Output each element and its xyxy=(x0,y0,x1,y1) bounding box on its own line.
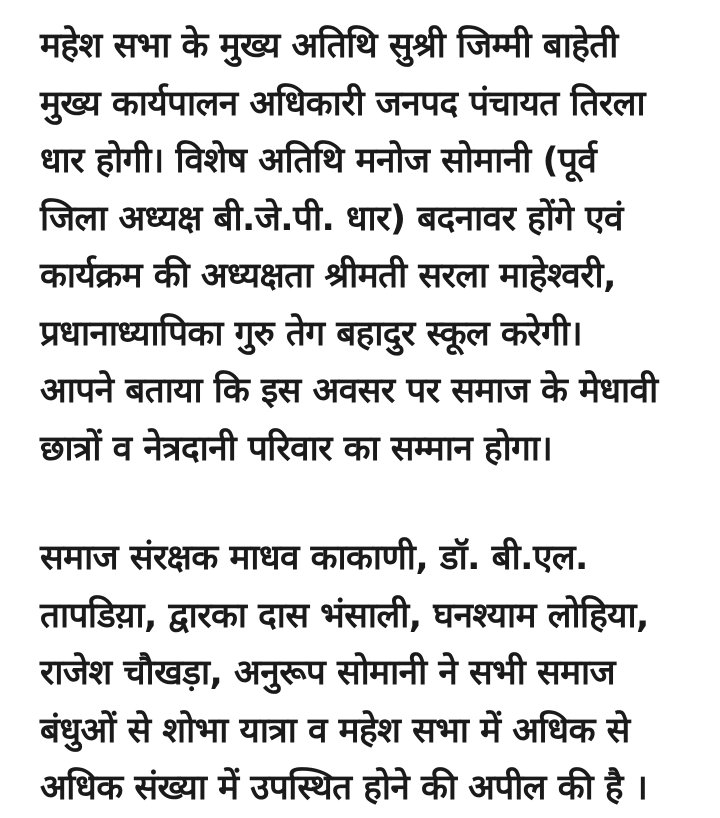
text-line: कार्यक्रम की अध्यक्षता श्रीमती सरला माहेश्वरी, xyxy=(40,256,616,296)
text-line: बंधुओं से शोभा यात्रा व महेश सभा में अधिक से xyxy=(40,710,630,751)
text-line: आपने बताया कि इस अवसर पर समाज के मेधावी xyxy=(40,371,658,411)
text-line: छात्रों व नेत्रदानी परिवार का सम्मान होगा। xyxy=(40,428,553,469)
text-line: जिला अध्यक्ष बी.जे.पी. धार) बदनावर होंगे एवं xyxy=(40,198,623,239)
text-line: राजेश चौखड़ा, अनुरूप सोमानी ने सभी समाज xyxy=(40,653,616,693)
article-body xyxy=(40,18,710,818)
text-line: तापडिय़ा, द्वारका दास भंसाली, घनश्याम लोहिया, xyxy=(40,595,649,636)
text-line: समाज संरक्षक माधव काकाणी, डॉ. बी.एल. xyxy=(40,538,588,578)
text-line: मुख्य कार्यपालन अधिकारी जनपद पंचायत तिरला xyxy=(40,83,646,124)
paragraph-guests xyxy=(40,18,710,478)
text-line: महेश सभा के मुख्य अतिथि सुश्री जिम्मी बाहेती xyxy=(40,26,618,66)
paragraph-appeal xyxy=(40,530,710,818)
paragraph-gap xyxy=(40,478,710,530)
text-line: प्रधानाध्यापिका गुरु तेग बहादुर स्कूल करेगी। xyxy=(40,313,583,354)
text-line: धार होगी। विशेष अतिथि मनोज सोमानी (पूर्व xyxy=(40,141,597,181)
text-line: अधिक संख्या में उपस्थित होने की अपील की है । xyxy=(40,768,648,808)
